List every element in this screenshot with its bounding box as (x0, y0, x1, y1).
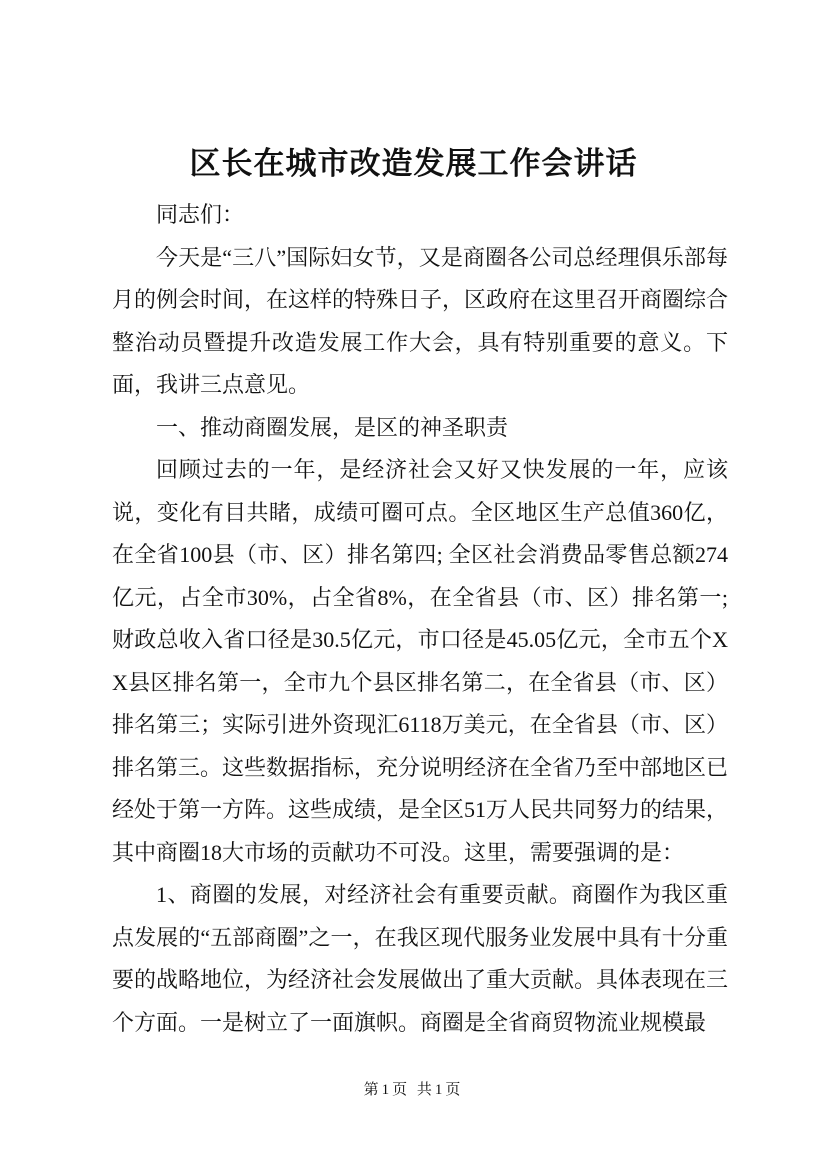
paragraph-intro: 今天是“三八”国际妇女节，又是商圈各公司总经理俱乐部每月的例会时间，在这样的特殊日子，区政府在这里召开商圈综合整治动员暨提升改造发展工作大会，具有特别重要的意义。下面，我讲三点意见。 (112, 244, 729, 397)
document-title: 区长在城市改造发展工作会讲话 (189, 146, 638, 181)
document-body (112, 194, 728, 1044)
paragraph-section-heading: 一、推动商圈发展，是区的神圣职责 (156, 414, 509, 440)
paragraph-salutation: 同志们： (156, 202, 245, 227)
paragraph-point-one: 1、商圈的发展，对经济社会有重要贡献。商圈作为我区重点发展的“五部商圈”之一，在我区现代服务业发展中具有十分重要的战略地位，为经济社会发展做出了重大贡献。具体表现在三个方面。一是树立了一面旗帜。商圈是全省商贸物流业规模最 (112, 882, 729, 1035)
paragraph-review: 回顾过去的一年，是经济社会又好又快发展的一年，应该说，变化有目共睹，成绩可圈可点。全区地区生产总值360亿，在全省100县（市、区）排名第四; 全区社会消费品零售总额274亿元，占全市30%，占全省8%，在全省县（市、区）排名第一; 财政总收入省口径是30.5亿元，市口径是45.05亿元，全市五个XX县区排名第一，全市九个县区排名第二，在全省县（市、区）排名第三；实际引进外资现汇6118万美元，在全省县（市、区）排名第三。这些数据指标，充分说明经济在全省乃至中部地区已经处于第一方阵。这些成绩，是全区51万人民共同努力的结果，其中商圈18大市场的贡献功不可没。这里，需要强调的是： (112, 457, 729, 865)
page-number-footer: 第1页 共1页 (363, 1082, 464, 1098)
